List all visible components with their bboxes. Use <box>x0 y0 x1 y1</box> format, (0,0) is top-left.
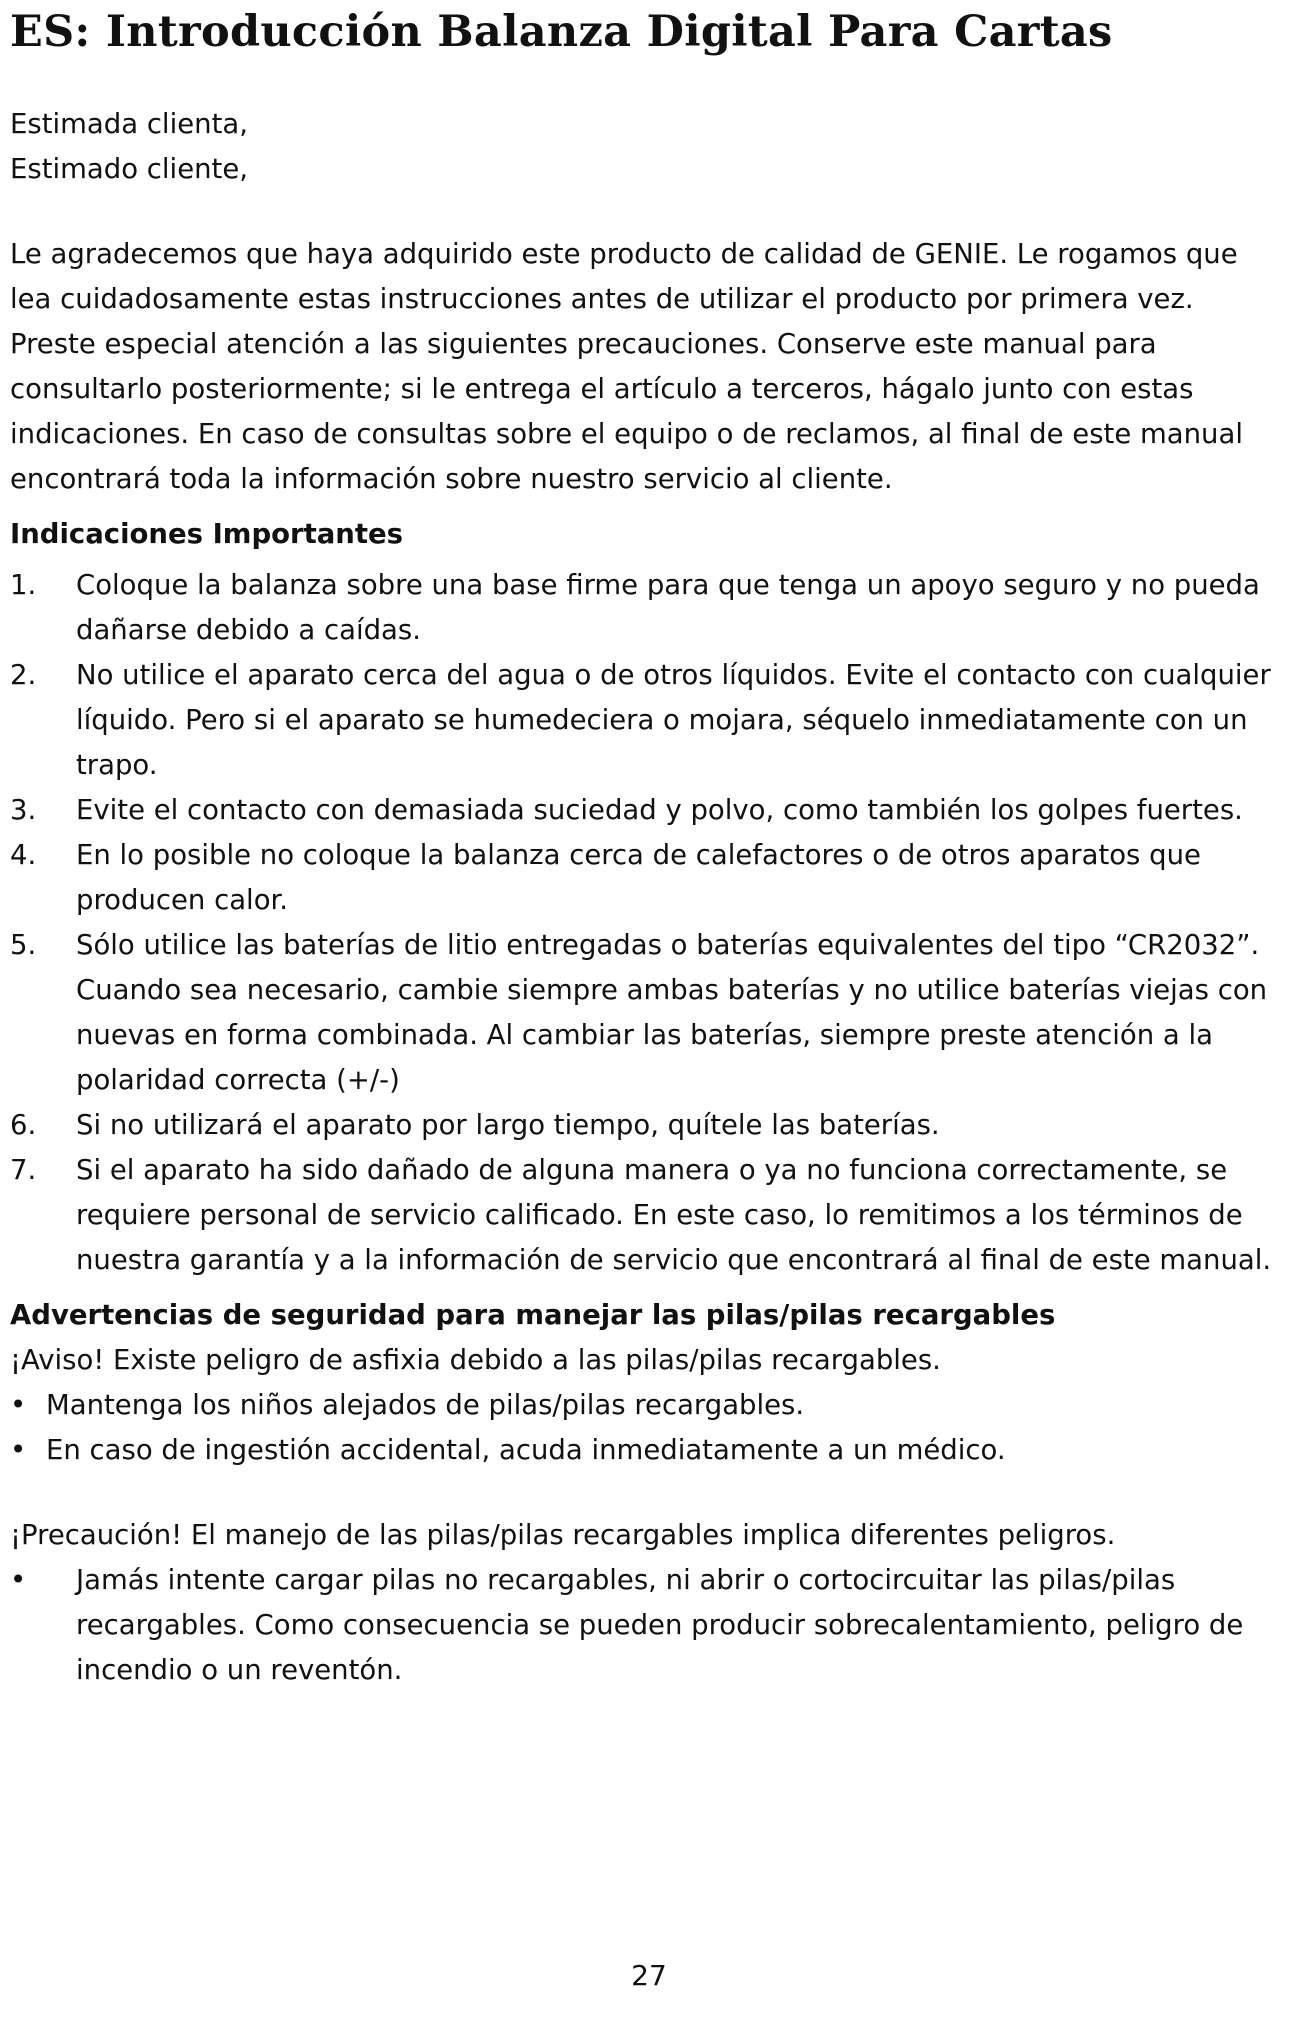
bullet-icon: • <box>10 1434 27 1466</box>
warning-bullet-list <box>10 1383 1276 1473</box>
list-item-number: 5. <box>10 929 37 961</box>
bullet-item <box>10 1558 1276 1693</box>
list-item-number: 7. <box>10 1154 37 1186</box>
list-item-text: Si el aparato ha sido dañado de alguna manera o ya no funciona correctamente, se requiere personal de servicio calificado. En este caso, lo remitimos a los términos de nuestra garantía y a la información de servicio que encontrará al final de este manual. <box>76 1154 1272 1276</box>
list-item <box>10 1148 1276 1283</box>
list-item-text: Si no utilizará el aparato por largo tiempo, quítele las baterías. <box>76 1109 940 1141</box>
list-item-number: 6. <box>10 1109 37 1141</box>
list-item-text: Evite el contacto con demasiada suciedad y polvo, como también los golpes fuertes. <box>76 794 1243 826</box>
bullet-text: Jamás intente cargar pilas no recargables, ni abrir o cortocircuitar las pilas/pilas recargables. Como consecuencia se pueden producir sobrecalentamiento, peligro de incendio o un reventón. <box>76 1564 1244 1686</box>
list-item-text: En lo posible no coloque la balanza cerca de calefactores o de otros aparatos que producen calor. <box>76 839 1201 916</box>
greeting-line-1: Estimada clienta, <box>10 108 248 140</box>
page-title: ES: Introducción Balanza Digital Para Cartas <box>10 7 1113 57</box>
list-item-number: 2. <box>10 659 37 691</box>
list-item-text: Sólo utilice las baterías de litio entregadas o baterías equivalentes del tipo “CR2032”. Cuando sea necesario, cambie siempre ambas baterías y no utilice baterías viejas con nuevas en forma combinada. Al cambiar las baterías, siempre preste atención a la polaridad correcta (+/-) <box>76 929 1268 1096</box>
list-item-number: 1. <box>10 569 37 601</box>
bullet-icon: • <box>10 1389 27 1421</box>
list-item <box>10 563 1276 653</box>
list-item-text: Coloque la balanza sobre una base firme para que tenga un apoyo seguro y no pueda dañarse debido a caídas. <box>76 569 1260 646</box>
bullet-text: Mantenga los niños alejados de pilas/pilas recargables. <box>46 1389 805 1421</box>
caution-bullet-list <box>10 1558 1276 1693</box>
page-number: 27 <box>631 1959 667 1992</box>
list-item-number: 3. <box>10 794 37 826</box>
list-item-text: No utilice el aparato cerca del agua o de otros líquidos. Evite el contacto con cualquier líquido. Pero si el aparato se humedeciera o mojara, séquelo inmediatamente con un trapo. <box>76 659 1271 781</box>
intro-paragraph-1: Le agradecemos que haya adquirido este producto de calidad de GENIE. Le rogamos que lea cuidadosamente estas instrucciones antes de utilizar el producto por primera vez. <box>10 238 1238 315</box>
important-list <box>10 563 1276 1283</box>
caution-block <box>10 1513 1276 1693</box>
greeting-line-2: Estimado cliente, <box>10 153 248 185</box>
warning-text: ¡Aviso! Existe peligro de asfixia debido a las pilas/pilas recargables. <box>10 1344 941 1376</box>
list-item-number: 4. <box>10 839 37 871</box>
bullet-text: En caso de ingestión accidental, acuda inmediatamente a un médico. <box>46 1434 1006 1466</box>
safety-heading: Advertencias de seguridad para manejar las pilas/pilas recargables <box>10 1299 1056 1331</box>
list-item <box>10 788 1276 833</box>
greeting-block <box>10 102 1276 192</box>
document-body <box>10 102 1276 1693</box>
list-item <box>10 1103 1276 1148</box>
list-item <box>10 653 1276 788</box>
important-heading: Indicaciones Importantes <box>10 518 404 550</box>
intro-paragraph-2: Preste especial atención a las siguientes precauciones. Conserve este manual para consultarlo posteriormente; si le entrega el artículo a terceros, hágalo junto con estas indicaciones. En caso de consultas sobre el equipo o de reclamos, al final de este manual encontrará toda la información sobre nuestro servicio al cliente. <box>10 328 1243 495</box>
bullet-item <box>10 1383 1276 1428</box>
bullet-icon: • <box>10 1564 27 1596</box>
list-item <box>10 833 1276 923</box>
list-item <box>10 923 1276 1103</box>
bullet-item <box>10 1428 1276 1473</box>
caution-text: ¡Precaución! El manejo de las pilas/pilas recargables implica diferentes peligros. <box>10 1519 1116 1551</box>
warning-block <box>10 1338 1276 1473</box>
intro-block <box>10 232 1276 502</box>
